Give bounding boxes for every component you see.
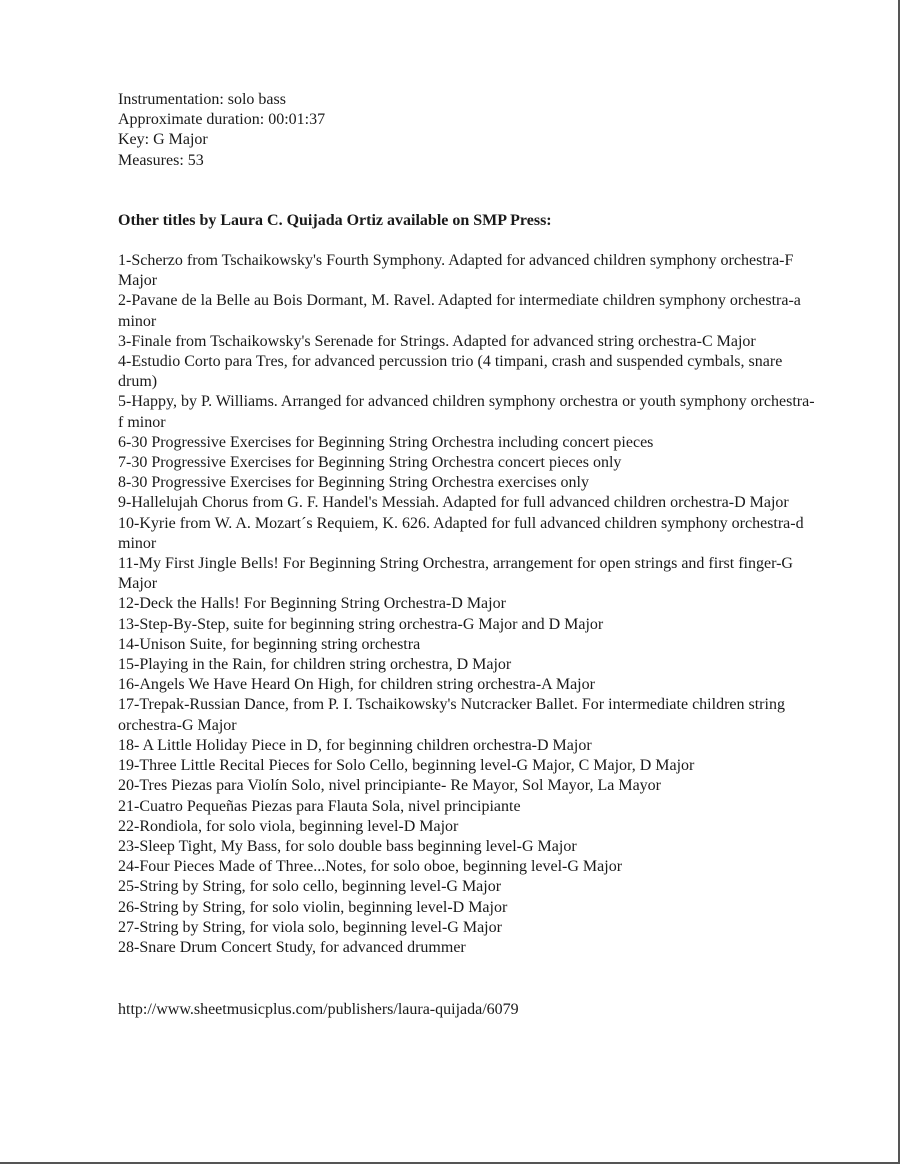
title-item: 27-String by String, for viola solo, beginning level-G Major [118,918,502,936]
title-item: 23-Sleep Tight, My Bass, for solo double bass beginning level-G Major [118,837,577,855]
title-item: 8-30 Progressive Exercises for Beginning String Orchestra exercises only [118,474,589,492]
title-item: 26-String by String, for solo violin, beginning level-D Major [118,898,508,916]
title-item: 16-Angels We Have Heard On High, for children string orchestra-A Major [118,676,595,694]
title-item: 25-String by String, for solo cello, beginning level-G Major [118,878,502,896]
title-item: 19-Three Little Recital Pieces for Solo Cello, beginning level-G Major, C Major, D Major [118,757,695,775]
title-item: 28-Snare Drum Concert Study, for advanced drummer [118,938,466,956]
title-item: 10-Kyrie from W. A. Mozart´s Requiem, K. 626. Adapted for full advanced children symphony orchestra-d minor [118,514,804,552]
title-item: 15-Playing in the Rain, for children string orchestra, D Major [118,656,512,674]
title-item: 21-Cuatro Pequeñas Piezas para Flauta Sola, nivel principiante [118,797,521,815]
title-item: 20-Tres Piezas para Violín Solo, nivel principiante- Re Mayor, Sol Mayor, La Mayor [118,777,661,795]
measures-text: Measures: 53 [118,151,204,169]
title-item: 12-Deck the Halls! For Beginning String Orchestra-D Major [118,595,506,613]
instrumentation-text: Instrumentation: solo bass [118,91,286,108]
key-text: Key: G Major [118,131,208,149]
duration-text: Approximate duration: 00:01:37 [118,111,326,129]
title-item: 4-Estudio Corto para Tres, for advanced percussion trio (4 timpani, crash and suspended cymbals, snare drum) [118,353,783,391]
title-item: 9-Hallelujah Chorus from G. F. Handel's Messiah. Adapted for full advanced children orchestra-D Major [118,494,789,512]
page-content [118,90,818,1020]
title-item: 13-Step-By-Step, suite for beginning string orchestra-G Major and D Major [118,615,604,633]
title-item: 17-Trepak-Russian Dance, from P. I. Tschaikowsky's Nutcracker Ballet. For intermediate children string orchestra-G Major [118,696,785,734]
title-item: 24-Four Pieces Made of Three...Notes, for solo oboe, beginning level-G Major [118,858,623,876]
other-titles-heading: Other titles by Laura C. Quijada Ortiz available on SMP Press: [118,211,552,229]
titles-list [118,251,818,958]
title-item: 2-Pavane de la Belle au Bois Dormant, M. Ravel. Adapted for intermediate children symphony orchestra-a minor [118,292,801,330]
title-item: 1-Scherzo from Tschaikowsky's Fourth Symphony. Adapted for advanced children symphony orchestra-F Major [118,252,794,290]
title-item: 22-Rondiola, for solo viola, beginning level-D Major [118,817,459,835]
title-item: 7-30 Progressive Exercises for Beginning String Orchestra concert pieces only [118,454,622,472]
title-item: 3-Finale from Tschaikowsky's Serenade for Strings. Adapted for advanced string orchestra-C Major [118,332,756,350]
title-item: 11-My First Jingle Bells! For Beginning String Orchestra, arrangement for open strings and first finger-G Major [118,555,793,593]
title-item: 18- A Little Holiday Piece in D, for beginning children orchestra-D Major [118,736,592,754]
title-item: 6-30 Progressive Exercises for Beginning String Orchestra including concert pieces [118,433,654,451]
publisher-link[interactable]: http://www.sheetmusicplus.com/publishers/laura-quijada/6079 [118,1001,519,1019]
score-info [118,90,818,171]
title-item: 5-Happy, by P. Williams. Arranged for advanced children symphony orchestra or youth symphony orchestra-f minor [118,393,815,431]
title-item: 14-Unison Suite, for beginning string orchestra [118,635,421,653]
